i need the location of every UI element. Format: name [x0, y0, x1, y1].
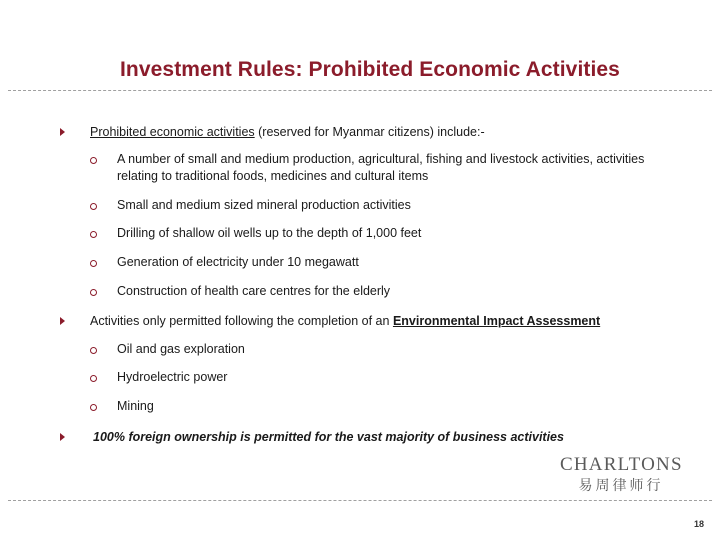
section-eia	[60, 313, 600, 329]
charltons-logo	[560, 455, 682, 495]
page-number: 18	[693, 519, 704, 529]
triangle-bullet-icon	[60, 128, 65, 136]
list-item-text: Hydroelectric power	[117, 370, 228, 384]
ring-bullet-icon	[90, 260, 97, 267]
list-item	[90, 283, 675, 300]
list-item	[90, 369, 675, 386]
list-item-text: Mining	[117, 399, 154, 413]
ring-bullet-icon	[90, 289, 97, 296]
list-item-text: Generation of electricity under 10 megawatt	[117, 255, 359, 269]
top-divider	[8, 90, 712, 91]
eia-link[interactable]: Environmental Impact Assessment	[392, 314, 601, 328]
ring-bullet-icon	[90, 347, 97, 354]
list-item-text: Construction of health care centres for the elderly	[117, 284, 391, 298]
ring-bullet-icon	[90, 203, 97, 210]
list-item-text: Drilling of shallow oil wells up to the depth of 1,000 feet	[117, 226, 422, 240]
list-item	[90, 197, 675, 214]
list-item-text: Small and medium sized mineral production activities	[117, 198, 411, 212]
foreign-ownership-text: 100% foreign ownership is permitted for the vast majority of business activities	[93, 430, 564, 444]
section-foreign-ownership	[60, 429, 564, 445]
list-item	[90, 225, 675, 242]
ring-bullet-icon	[90, 231, 97, 238]
prohibited-activities-lead: (reserved for Myanmar citizens) include:-	[254, 125, 485, 139]
slide-title: Investment Rules: Prohibited Economic Activities	[120, 58, 620, 81]
prohibited-activities-heading: Prohibited economic activities	[90, 125, 255, 139]
triangle-bullet-icon	[60, 433, 65, 441]
ring-bullet-icon	[90, 404, 97, 411]
list-item-text: A number of small and medium production, agricultural, fishing and livestock activities, activities relating to traditional foods, medicines and cultural items	[117, 152, 645, 183]
section-eia-text	[90, 313, 600, 329]
list-item	[90, 254, 675, 271]
list-item	[90, 341, 675, 358]
section-prohibited-text	[90, 124, 485, 140]
eia-lead: Activities only permitted following the completion of an	[90, 314, 393, 328]
logo-cjk-text: 易周律师行	[578, 478, 664, 494]
triangle-bullet-icon	[60, 317, 65, 325]
bottom-divider	[8, 500, 712, 501]
list-item	[90, 398, 675, 415]
list-item	[90, 151, 675, 185]
section-prohibited	[60, 124, 485, 140]
logo-latin-text: CHARLTONS	[560, 454, 683, 475]
ring-bullet-icon	[90, 375, 97, 382]
ring-bullet-icon	[90, 157, 97, 164]
list-item-text: Oil and gas exploration	[117, 342, 245, 356]
